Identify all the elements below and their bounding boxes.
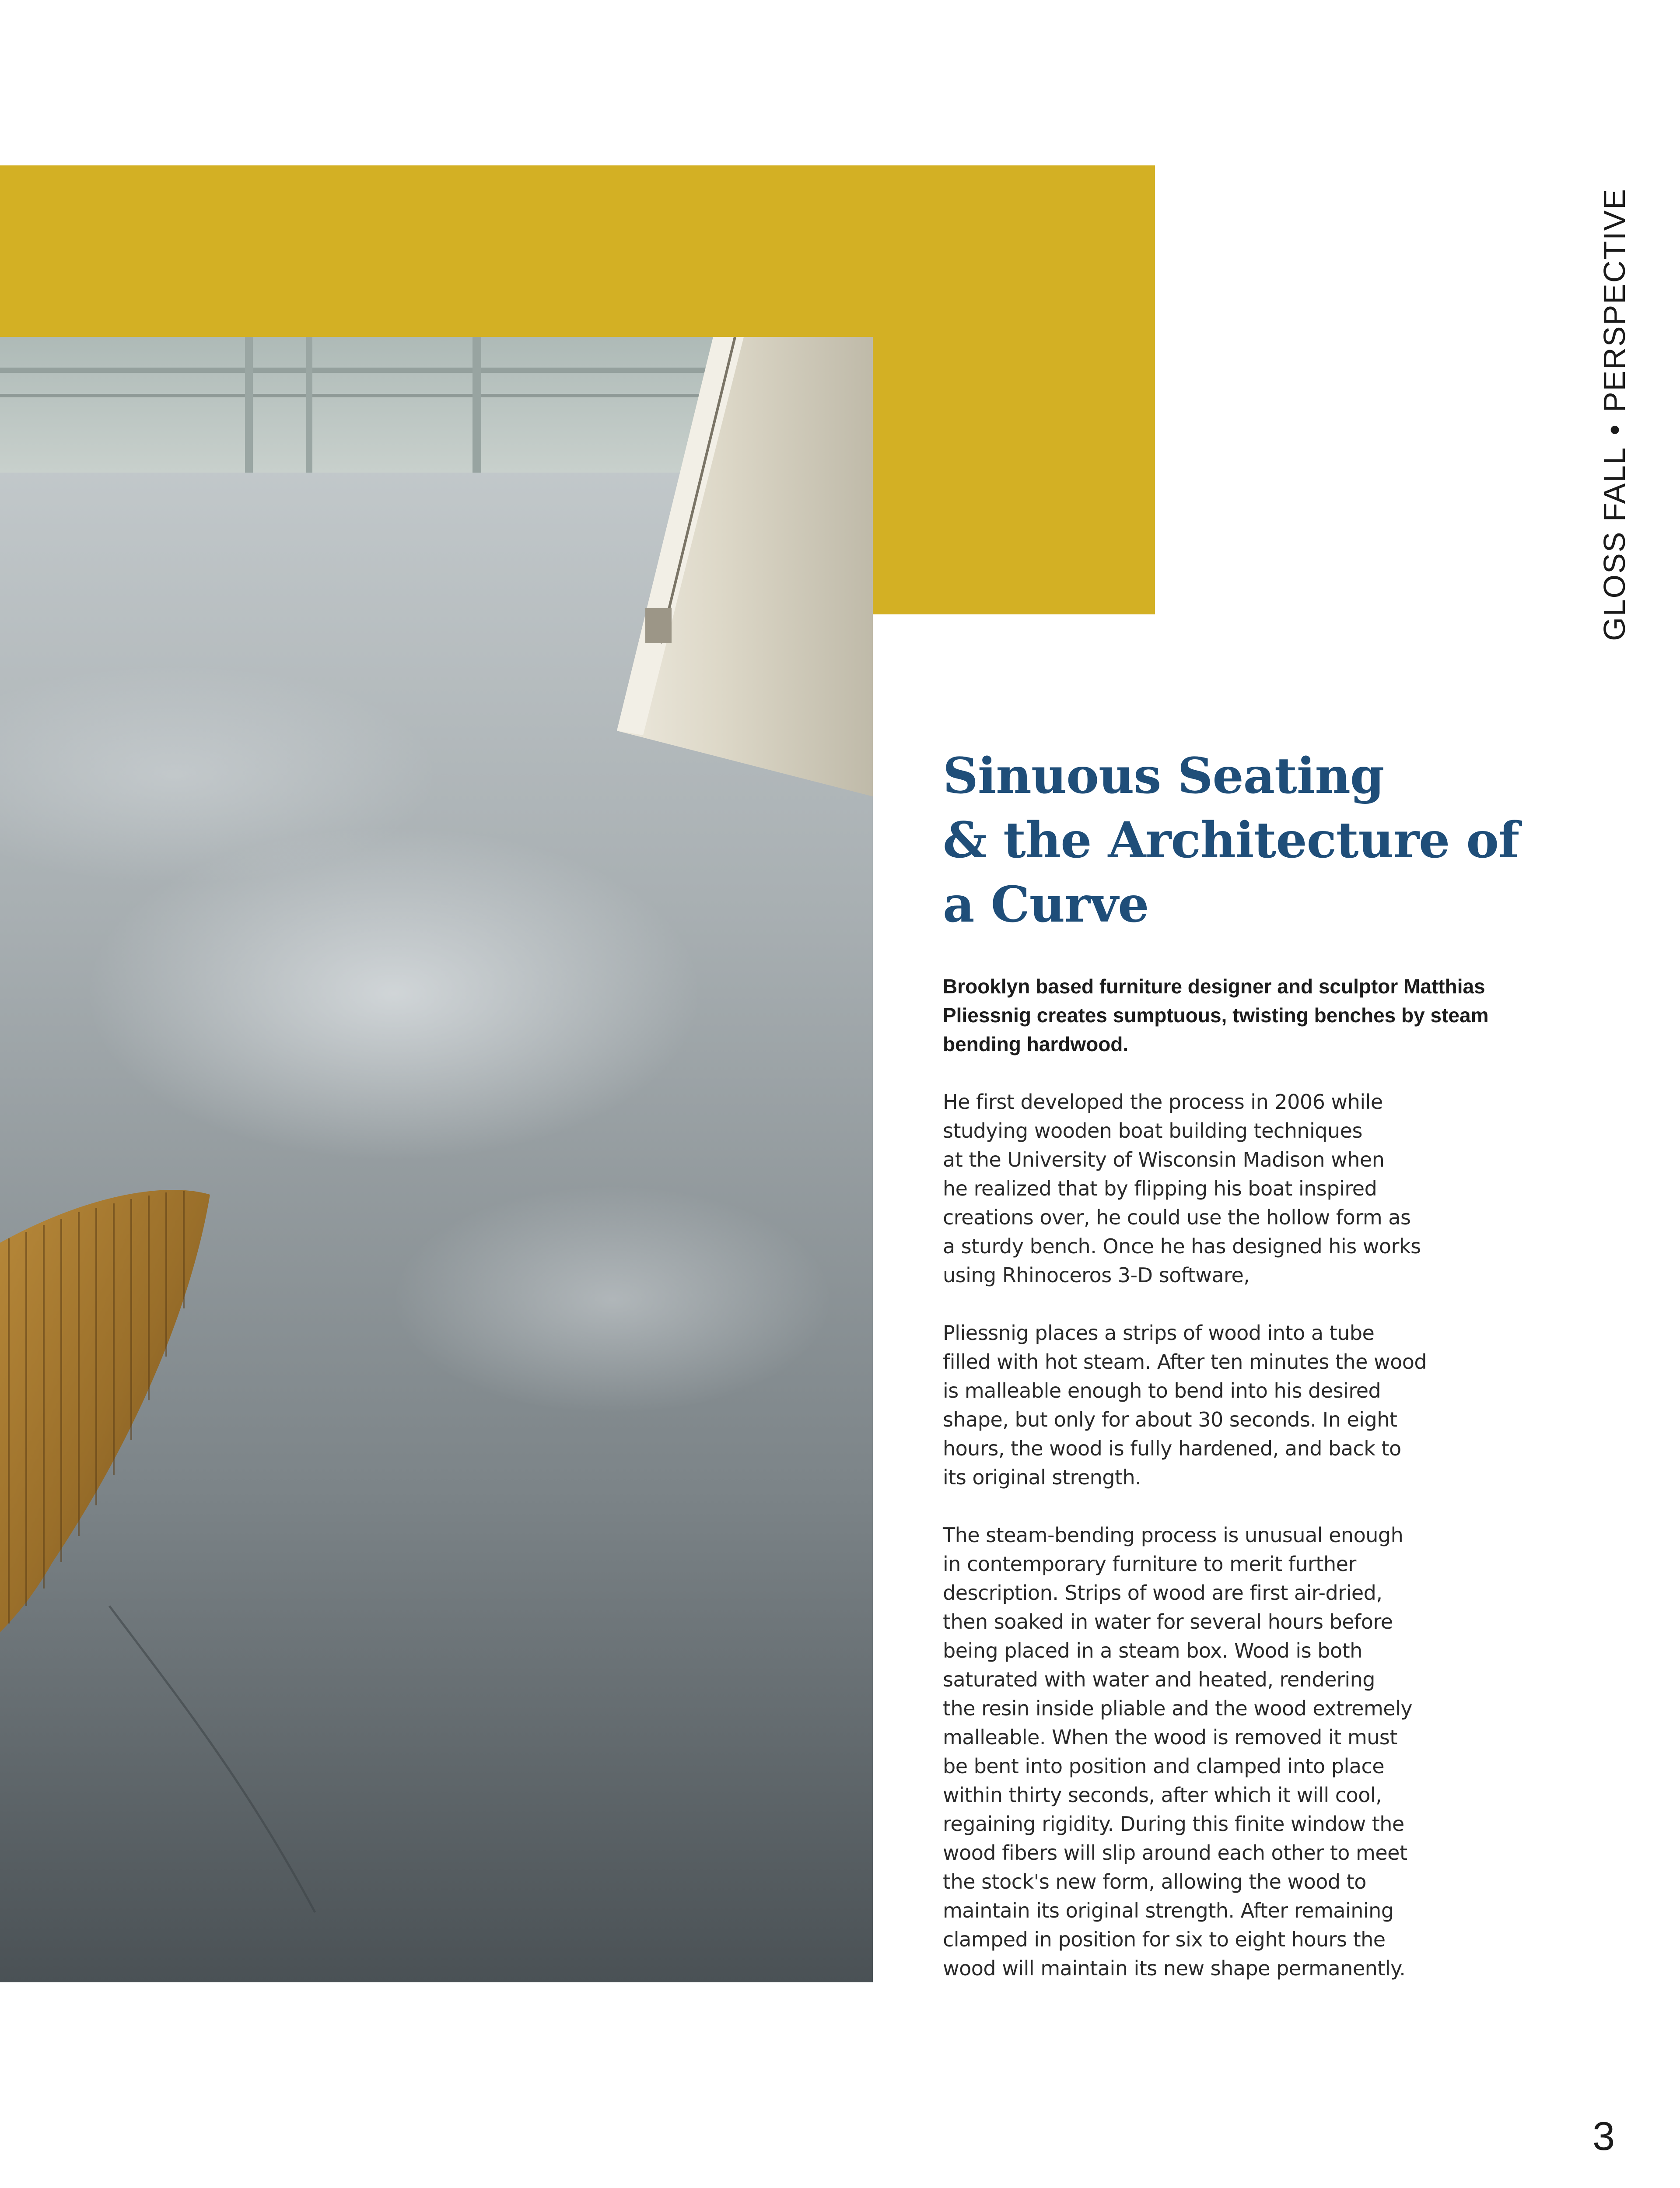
body-line: He first developed the process in 2006 while <box>943 1090 1383 1114</box>
headline-line: a Curve <box>943 876 1149 933</box>
lead-line: bending hardwood. <box>943 1033 1129 1055</box>
body-line: wood fibers will slip around each other to meet <box>943 1841 1407 1865</box>
body-line: description. Strips of wood are first air-dried, <box>943 1581 1382 1605</box>
body-line: filled with hot steam. After ten minutes the wood <box>943 1350 1427 1374</box>
separator-bullet: • <box>1597 424 1631 435</box>
body-line: being placed in a steam box. Wood is both <box>943 1639 1362 1662</box>
bench-photo <box>0 337 873 1982</box>
publication-name: GLOSS FALL <box>1597 446 1631 641</box>
headline-line: Sinuous Seating <box>943 747 1384 805</box>
body-line: saturated with water and heated, rendering <box>943 1668 1375 1691</box>
lead-line: Pliessnig creates sumptuous, twisting benches by steam <box>943 1004 1489 1027</box>
body-line: hours, the wood is fully hardened, and back to <box>943 1437 1401 1460</box>
section-name: PERSPECTIVE <box>1597 188 1631 413</box>
body-line: he realized that by flipping his boat inspired <box>943 1177 1377 1200</box>
running-head <box>1586 188 1643 641</box>
body-line: The steam-bending process is unusual enough <box>943 1523 1404 1547</box>
body-line: in contemporary furniture to merit further <box>943 1552 1356 1576</box>
body-line: regaining rigidity. During this finite window the <box>943 1812 1404 1836</box>
body-line: maintain its original strength. After remaining <box>943 1899 1394 1922</box>
body-line: is malleable enough to bend into his desired <box>943 1379 1381 1403</box>
body-line: studying wooden boat building techniques <box>943 1119 1362 1143</box>
body-line: its original strength. <box>943 1466 1141 1489</box>
body-line: the stock's new form, allowing the wood to <box>943 1870 1366 1893</box>
article <box>943 744 1519 1983</box>
body-line: shape, but only for about 30 seconds. In eight <box>943 1408 1397 1431</box>
page-number: 3 <box>1592 2114 1615 2159</box>
body-line: using Rhinoceros 3-D software, <box>943 1263 1250 1287</box>
body-line: at the University of Wisconsin Madison when <box>943 1148 1385 1171</box>
body-paragraph-1 <box>943 1087 1503 1290</box>
body-line: be bent into position and clamped into place <box>943 1754 1385 1778</box>
body-line: then soaked in water for several hours before <box>943 1610 1393 1634</box>
lead-paragraph <box>943 972 1503 1059</box>
body-line: creations over, he could use the hollow form as <box>943 1206 1411 1229</box>
body-line: Pliessnig places a strips of wood into a tube <box>943 1321 1375 1345</box>
body-paragraph-2 <box>943 1318 1503 1492</box>
body-line: the resin inside pliable and the wood extremely <box>943 1697 1413 1720</box>
lead-line: Brooklyn based furniture designer and sculptor Matthias <box>943 975 1485 998</box>
headline-line: & the Architecture of <box>943 812 1519 869</box>
body-line: wood will maintain its new shape permanently. <box>943 1957 1406 1980</box>
body-paragraph-3 <box>943 1521 1503 1983</box>
body-line: malleable. When the wood is removed it must <box>943 1725 1397 1749</box>
body-line: within thirty seconds, after which it will cool, <box>943 1783 1382 1807</box>
article-headline <box>943 744 1519 937</box>
body-line: clamped in position for six to eight hours the <box>943 1928 1386 1951</box>
body-line: a sturdy bench. Once he has designed his works <box>943 1234 1421 1258</box>
